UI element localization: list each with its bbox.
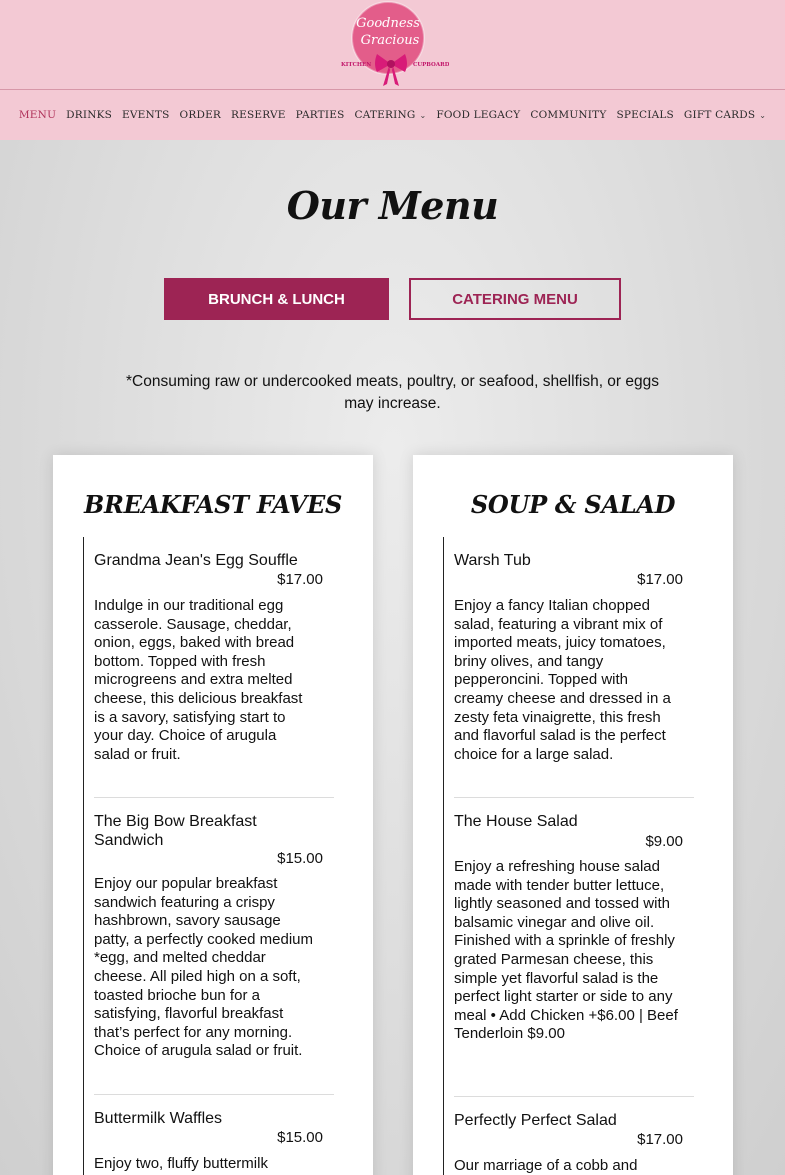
nav-label: COMMUNITY <box>530 109 607 121</box>
nav-item-parties[interactable] <box>296 109 345 121</box>
item-divider <box>94 1094 334 1095</box>
nav-item-community[interactable] <box>530 109 606 121</box>
nav-item-drinks[interactable] <box>66 109 112 121</box>
tab-brunch-lunch[interactable]: BRUNCH & LUNCH <box>164 278 389 320</box>
nav-label: GIFT CARDS <box>683 109 756 121</box>
nav-label: EVENTS <box>122 109 170 121</box>
item-divider <box>454 797 694 798</box>
menu-item-description: Enjoy a refreshing house salad made with tender butter lettuce, lightly seasoned and tossed with balsamic vinegar and olive oil. Finished with a sprinkle of freshly grated Parmesan cheese, this simple yet flavorful salad is the perfect light starter or side to any meal • Add Chicken +$6.00 | Beef Tenderloin $9.00 <box>454 858 678 1043</box>
chevron-down-icon: ⌄ <box>759 110 767 120</box>
page-title: Our Menu <box>286 183 499 228</box>
item-divider <box>94 797 334 798</box>
item-divider <box>454 1096 694 1097</box>
nav-item-menu[interactable] <box>19 109 56 121</box>
menu-item-price: $17.00 <box>637 571 683 588</box>
menu-item-description: Indulge in our traditional egg casserole. Sausage, cheddar, onion, eggs, baked with bread bottom. Topped with fresh microgreens and extra melted cheese, this delicious breakfast is a savory, satisfying start to your day. Choice of arugula salad or fruit. <box>94 597 303 763</box>
logo-right-text: CUPBOARD <box>413 62 449 68</box>
menu-item-description: Enjoy our popular breakfast sandwich featuring a crispy hashbrown, savory sausage patty, a perfectly cooked medium *egg, and melted cheddar cheese. All piled high on a soft, toasted brioche bun for a satisfying, flavorful breakfast that’s perfect for any morning. Choice of arugula salad or fruit. <box>94 875 313 1060</box>
nav-item-reserve[interactable] <box>231 109 286 121</box>
nav-label: SPECIALS <box>616 109 674 121</box>
site-logo[interactable] <box>337 0 449 89</box>
menu-item-name: The House Salad <box>454 813 578 830</box>
menu-item-price: $17.00 <box>277 571 323 588</box>
section-rule <box>83 537 84 1175</box>
menu-item-name: Perfectly Perfect Salad <box>454 1112 617 1129</box>
logo-graphic <box>337 0 449 89</box>
section-title: SOUP & SALAD <box>470 490 676 519</box>
consumption-notice: *Consuming raw or undercooked meats, poultry, or seafood, shellfish, or eggs may increase. <box>125 373 660 412</box>
nav-item-catering[interactable] <box>354 109 426 121</box>
menu-item-price: $15.00 <box>277 850 323 867</box>
nav-label: CATERING <box>354 109 416 121</box>
nav-item-food-legacy[interactable] <box>436 109 520 121</box>
nav-item-gift-cards[interactable] <box>684 109 766 121</box>
nav-item-events[interactable] <box>122 109 170 121</box>
logo-line2: Gracious <box>360 33 420 48</box>
menu-item-price: $9.00 <box>645 833 683 850</box>
nav-label: DRINKS <box>66 109 113 121</box>
menu-item-description: Enjoy two, fluffy buttermilk <box>94 1155 268 1172</box>
nav-item-order[interactable] <box>180 109 222 121</box>
nav-label: MENU <box>18 109 57 121</box>
section-title: BREAKFAST FAVES <box>83 490 343 519</box>
menu-item-name: Warsh Tub <box>454 552 531 569</box>
menu-item-name: The Big Bow Breakfast Sandwich <box>94 813 257 849</box>
section-rule <box>443 537 444 1175</box>
menu-item-description: Enjoy a fancy Italian chopped salad, featuring a vibrant mix of imported meats, juicy tomatoes, briny olives, and tangy pepperoncini. Topped with creamy cheese and dressed in a zesty feta vinaigrette, this fresh and flavorful salad is the perfect choice for a large salad. <box>454 597 671 763</box>
nav-label: FOOD LEGACY <box>436 109 521 121</box>
menu-item-name: Buttermilk Waffles <box>94 1110 223 1127</box>
nav-item-specials[interactable] <box>616 109 673 121</box>
main-nav <box>0 90 785 140</box>
menu-item-description: Our marriage of a cobb and <box>454 1157 638 1174</box>
menu-item-price: $15.00 <box>277 1129 323 1146</box>
logo-left-text: KITCHEN <box>341 62 372 68</box>
chevron-down-icon: ⌄ <box>419 110 427 120</box>
tab-catering-menu[interactable]: CATERING MENU <box>409 278 621 320</box>
logo-line1: Goodness <box>356 16 420 31</box>
nav-label: ORDER <box>179 109 222 121</box>
nav-label: PARTIES <box>295 109 345 121</box>
nav-label: RESERVE <box>231 109 286 121</box>
menu-item-name: Grandma Jean's Egg Souffle <box>94 552 298 569</box>
menu-item-price: $17.00 <box>637 1131 683 1148</box>
